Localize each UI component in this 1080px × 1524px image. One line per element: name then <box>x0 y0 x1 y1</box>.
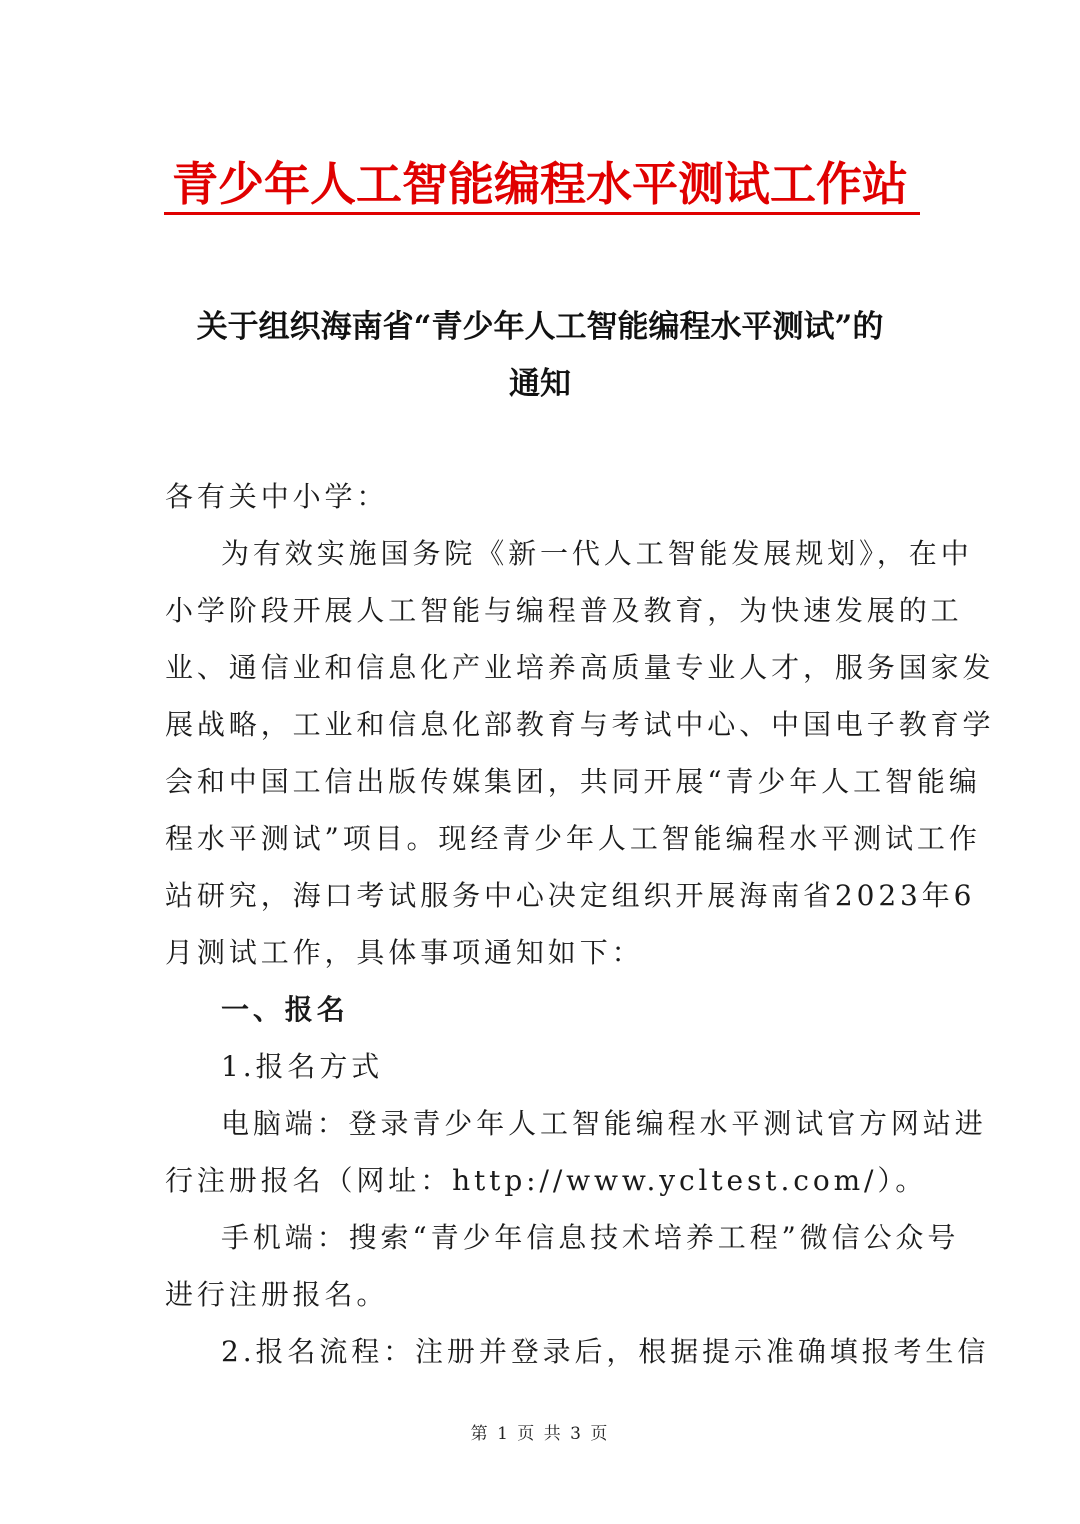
body-line: 展战略，工业和信息化部教育与考试中心、中国电子教育学 <box>165 708 995 741</box>
body-line: 月测试工作，具体事项通知如下： <box>165 936 644 969</box>
body-line: 为有效实施国务院《新一代人工智能发展规划》，在中 <box>221 537 973 570</box>
pc-registration-line: 电脑端：登录青少年人工智能编程水平测试官方网站进 <box>221 1107 987 1140</box>
section-heading-registration: 一、报名 <box>221 993 349 1026</box>
registration-process-line: 2.报名流程：注册并登录后，根据提示准确填报考生信 <box>221 1335 990 1368</box>
body-line: 站研究，海口考试服务中心决定组织开展海南省2023年6 <box>165 879 976 912</box>
salutation: 各有关中小学： <box>165 480 389 513</box>
notice-title-line-2: 通知 <box>509 366 571 402</box>
item-heading-registration-method: 1.报名方式 <box>221 1050 384 1083</box>
page-number-footer: 第 1 页 共 3 页 <box>470 1424 610 1444</box>
mobile-registration-line: 手机端：搜索“青少年信息技术培养工程”微信公众号 <box>221 1221 960 1254</box>
body-line: 业、通信业和信息化产业培养高质量专业人才，服务国家发 <box>165 651 995 684</box>
mobile-registration-line-2: 进行注册报名。 <box>165 1278 389 1311</box>
body-line: 会和中国工信出版传媒集团，共同开展“青少年人工智能编 <box>165 765 981 798</box>
body-line: 程水平测试”项目。现经青少年人工智能编程水平测试工作 <box>165 822 981 855</box>
body-line: 小学阶段开展人工智能与编程普及教育，为快速发展的工 <box>165 594 963 627</box>
header-underline-rule <box>164 212 920 215</box>
pc-registration-url-line: 行注册报名（网址：http://www.ycltest.com/）。 <box>165 1164 928 1197</box>
notice-title-line-1: 关于组织海南省“青少年人工智能编程水平测试”的 <box>196 309 884 345</box>
organization-header-title: 青少年人工智能编程水平测试工作站 <box>172 157 908 211</box>
